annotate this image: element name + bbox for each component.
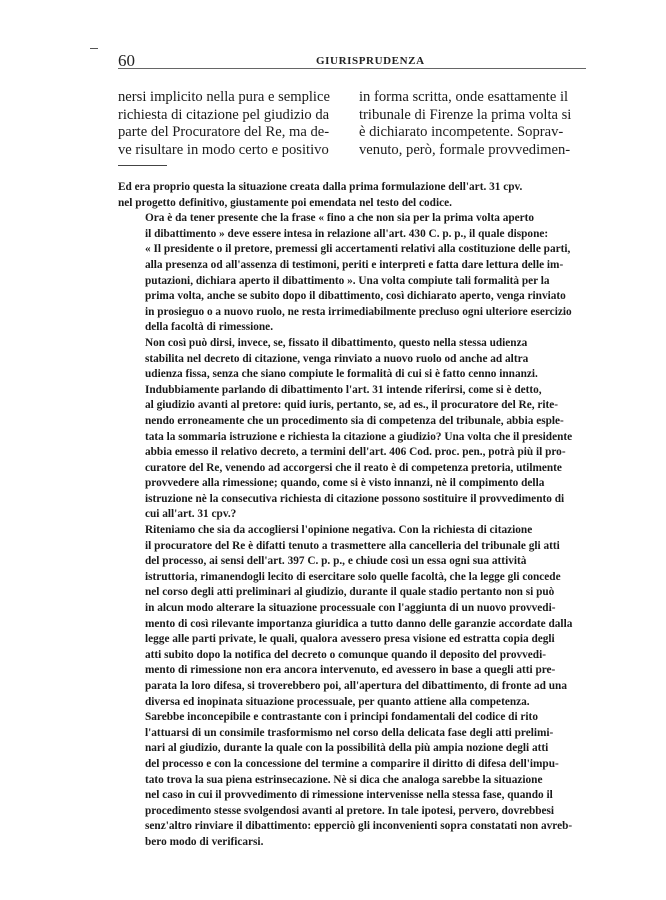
paragraph — [118, 211, 586, 336]
text-line: al giudizio avanti al pretore: quid iuris, pertanto, se, ad es., il procuratore del Re, rite- — [145, 399, 559, 412]
text-line: istruzione nè la consecutiva richiesta di citazione possono sostituire il provvedimento di — [145, 492, 565, 505]
text-line: l'attuarsi di un consimile trasformismo nel corso della delicata fase degli atti prelimi- — [145, 726, 554, 739]
text-line: Ora è da tener presente che la frase « fino a che non sia per la prima volta aperto — [145, 212, 535, 225]
text-line: Ed era proprio questa la situazione creata dalla prima formulazione dell'art. 31 cpv. — [118, 181, 523, 193]
text-line: nel corso degli atti preliminari al giudizio, durante il quale stadio pertanto non si può — [145, 586, 555, 599]
top-left-column — [118, 89, 354, 159]
paragraph — [118, 523, 586, 710]
text-line: nersi implicito nella pura e semplice — [118, 89, 330, 105]
text-line: il procuratore del Re è difatti tenuto a trasmettere alla cancelleria del tribunale gli atti — [145, 539, 560, 552]
text-line: mento di così rilevante importanza giuridica a tutto danno delle garanzie accordate dalla — [145, 617, 573, 630]
paragraph — [118, 383, 586, 523]
running-head: GIURISPRUDENZA — [316, 55, 425, 67]
text-line: prima volta, anche se subito dopo il dibattimento, così dichiarato aperto, venga rinviato — [145, 290, 566, 303]
text-line: in forma scritta, onde esattamente il — [359, 89, 569, 105]
text-line: parte del Procuratore del Re, ma de- — [118, 124, 330, 140]
text-line: provvedere alla rimessione; quando, come si è visto innanzi, nè il compimento della — [145, 477, 545, 490]
text-line: nendo erroneamente che un procedimento sia di competenza del tribunale, abbia esple- — [145, 414, 564, 427]
text-line: parata la loro difesa, si troverebbero poi, all'apertura del dibattimento, di fronte ad una — [145, 680, 567, 692]
text-line: tribunale di Firenze la prima volta si — [359, 106, 572, 123]
text-line: udienza fissa, senza che siano compiute le formalità di cui si è fatto cenno innanzi. — [145, 368, 538, 381]
text-line: Non così può dirsi, invece, se, fissato il dibattimento, questo nella stessa udienza — [145, 336, 528, 349]
text-line: Sarebbe inconcepibile e contrastante con i principi fondamentali del codice di rito — [145, 711, 538, 724]
text-line: del processo e con la concessione del termine a comparire il diritto di difesa dell'impu- — [145, 757, 559, 770]
paragraph — [118, 180, 586, 211]
text-line: tato trova la sua piena estrinsecazione. Nè si dica che analoga sarebbe la situazione — [145, 773, 543, 786]
text-line: nari al giudizio, durante la quale con la possibilità della più ampia nozione degli atti — [145, 742, 549, 755]
text-line: tata la sommaria istruzione e richiesta la citazione a giudizio? Una volta che il presidente — [145, 430, 573, 443]
text-line: legge alle parti private, le quali, qualora avessero presa visione ed estratta copia degli — [145, 633, 555, 646]
text-line: atti subito dopo la notifica del decreto o comunque quando il deposito del provvedi- — [145, 648, 546, 661]
text-line: cui all'art. 31 cpv.? — [145, 508, 237, 521]
text-line: nel caso in cui il provvedimento di rimessione intervenisse nella stessa fase, quando il — [145, 789, 553, 802]
text-line: venuto, però, formale provvedimen- — [359, 141, 571, 158]
text-line: è dichiarato incompetente. Soprav- — [359, 124, 564, 140]
page-number: 60 — [118, 51, 135, 70]
header-rule — [118, 68, 586, 69]
text-line: in alcun modo alterare la situazione processuale con l'aggiunta di un nuovo provvedi- — [145, 602, 556, 615]
text-line: richiesta di citazione pel giudizio da — [118, 106, 330, 123]
text-line: del processo, ai sensi dell'art. 397 C. p. p., e chiude così un essa ogni sua attività — [145, 555, 527, 568]
text-line: istruttoria, rimanendogli lecito di esercitare solo quelle facoltà, che la legge gli concede — [145, 570, 561, 583]
text-line: mento di rimessione non era ancora intervenuto, ed avessero in base a quegli atti pre- — [145, 664, 556, 677]
text-line: diversa ed inopinata situazione processuale, per quanto attiene alla competenza. — [145, 695, 530, 708]
paragraph — [118, 336, 586, 383]
text-line: Riteniamo che sia da accogliersi l'opinione negativa. Con la richiesta di citazione — [145, 524, 533, 537]
text-line: putazioni, dichiara aperto il dibattimento ». Una volta compiute tali formalità per la — [145, 274, 550, 287]
text-line: stabilita nel decreto di citazione, venga rinviato a nuovo ruolo od anche ad altra — [145, 352, 529, 365]
text-line: abbia emesso il relativo decreto, a termini dell'art. 406 Cod. proc. pen., potrà più il pro- — [145, 446, 566, 459]
text-line: il dibattimento » deve essere intesa in relazione all'art. 430 C. p. p., il quale dispone: — [145, 227, 549, 240]
text-line: procedimento stesse svolgendosi avanti al pretore. In tale ipotesi, pervero, dovrebbesi — [145, 804, 555, 817]
text-line: della facoltà di rimessione. — [145, 321, 274, 334]
text-line: senz'altro rinviare il dibattimento: epperciò gli inconvenienti sopra constatati non avreb- — [145, 820, 573, 833]
paragraph — [118, 710, 586, 850]
text-line: « Il presidente o il pretore, premessi gli accertamenti relativi alla costituzione delle parti, — [145, 243, 571, 256]
top-right-column — [359, 89, 588, 159]
text-line: Indubbiamente parlando di dibattimento l'art. 31 intende riferirsi, come si è detto, — [145, 383, 542, 396]
text-line: curatore del Re, venendo ad accorgersi che il reato è di competenza pretoria, utilmente — [145, 461, 562, 474]
text-line: in prosieguo o a nuovo ruolo, ne resta irrimediabilmente precluso ogni ulteriore esercizio — [145, 305, 572, 318]
section-divider — [118, 165, 167, 166]
text-line: bero modo di verificarsi. — [145, 835, 264, 848]
margin-mark — [90, 48, 98, 49]
text-line: ve risultare in modo certo e positivo — [118, 141, 329, 158]
text-line: alla presenza od all'assenza di testimoni, periti e interpreti e fatta dare lettura delle im- — [145, 258, 564, 271]
text-line: nel progetto definitivo, giustamente poi emendata nel testo del codice. — [118, 196, 452, 209]
body-text — [118, 180, 586, 851]
